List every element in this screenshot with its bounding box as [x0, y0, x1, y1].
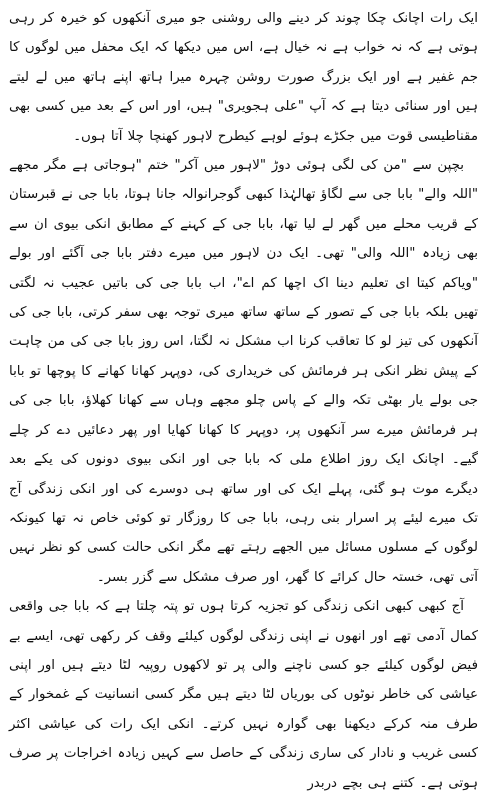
paragraph-1: ایک رات اچانک چکا چوند کر دینے والی روشنی جو میری آنکھوں کو خیرہ کر رہی ہوتی ہے کہ نہ خواب ہے نہ خیال ہے، اس میں دیکھا کہ ایک محفل میں لوگوں کا جم غفیر ہے اور ایک بزرگ صورت روشن چہرہ میرا ہاتھ اپنے ہاتھ میں لے لیتے ہیں اور سنائی دیتا ہے کہ آپ "علی ہجویری" ہیں، اور اس کے بعد میں کسی بھی مقناطیسی قوت میں جکڑے ہوئے لوہے کیطرح لاہور کھنچا چلا آتا ہوں۔: [9, 11, 478, 144]
paragraph-2: بچپن سے "من کی لگی ہوئی دوڑ "لاہور میں آکر" ختم "ہوجاتی ہے مگر مجھے "اللہ والے" بابا جی سے لگاؤ تھالہٰذا کبھی گوجرانوالہ جانا ہوتا، بابا جی نے قبرستان کے قریب محلے میں گھر لے لیا تھا، بابا جی کے کہنے کے مطابق انکی بیوی ان سے بھی زیادہ "اللہ والی" تھی۔ ایک دن لاہور میں میرے دفتر بابا جی آگئے اور بولے "ویاکم کیتا ای تعلیم دینا اک اچھا کم اے"، اب بابا جی کی باتیں عجیب نہ لگتی تھیں بلکہ بابا جی کے تصور کے ساتھ ساتھ میری توجہ بھی سفر کرتی، بابا جی کی آنکھوں کی تیز لو کا تعاقب کرنا اب مشکل نہ لگتا، اس روز بابا جی کی من چاہت کے پیش نظر انکی ہر فرمائش کی خریداری کی، دوپہر کھانا کھانے کا پوچھا تو بابا جی بولے یار بھٹی تکہ والے کے پاس چلو مجھے وہاں سے کھانا کھلاؤ، بابا جی کی ہر فرمائش میرے سر آنکھوں پر، دوپہر کا کھانا کھایا اور پھر دعائیں دے کر چلے گیے۔ اچانک ایک روز اطلاع ملی کہ بابا جی اور انکی بیوی دونوں کی یکے بعد دیگرے موت ہو گئی، پہلے ایک کی اور ساتھ ہی دوسرے کی اور انکی زندگی آج تک میرے لیئے پر اسرار بنی رہی، بابا جی کا روزگار تو کوئی خاص نہ تھا کیونکہ لوگوں کے مسلوں مسائل میں الجھے رہتے تھے مگر انکی حالت کسی کو نظر نہیں آتی تھی، خستہ حال کرائے کا گھر، اور صرف مشکل سے گزر بسر۔: [9, 158, 478, 585]
paragraph-3: آج کبھی کبھی انکی زندگی کو تجزیہ کرتا ہوں تو پتہ چلتا ہے کہ بابا جی واقعی کمال آدمی تھے اور انھوں نے اپنی زندگی لوگوں کیلئے وقف کر رکھی تھی، ایسے بے فیض لوگوں کیلئے جو کسی ناچنے والی پر تو لاکھوں روپیہ لٹا دیتے ہیں اور اپنی عیاشی کی خاطر نوٹوں کی بوریاں لٹا دیتے ہیں مگر کسی انسانیت کے غمخوار کے طرف منہ کرکے دیکھنا بھی گوارہ نہیں کرتے۔ انکی ایک رات کی عیاشی اکثر کسی غریب و نادار کی ساری زندگی کے حاصل سے کہیں زیادہ اخراجات پر صرف ہوتی ہے۔ کتنے ہی بچے دربدر: [9, 599, 478, 791]
